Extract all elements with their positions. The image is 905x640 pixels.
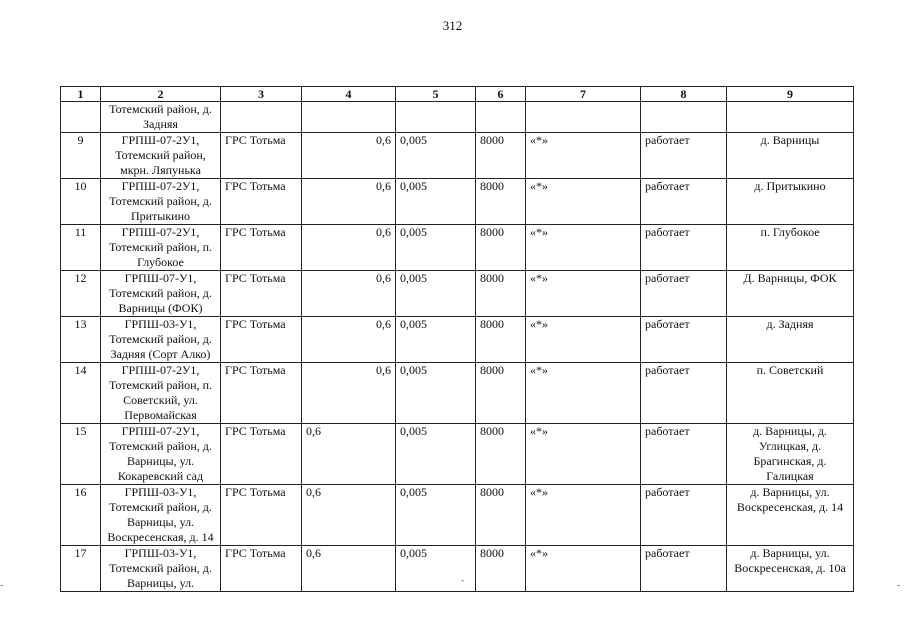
mark-cell: «*»	[526, 424, 641, 485]
mark-cell: «*»	[526, 133, 641, 179]
source-cell: ГРС Тотьма	[221, 133, 302, 179]
column-header: 5	[396, 87, 476, 102]
table-row	[61, 225, 854, 271]
pressure-cell: 0,6	[302, 225, 396, 271]
capacity-cell: 8000	[476, 546, 526, 592]
source-cell: ГРС Тотьма	[221, 424, 302, 485]
status-cell: работает	[641, 485, 727, 546]
pressure-cell: 0,6	[302, 317, 396, 363]
column-header: 4	[302, 87, 396, 102]
column-header: 7	[526, 87, 641, 102]
consumers-cell: д. Варницы, ул. Воскресенская, д. 10а	[727, 546, 854, 592]
source-cell: ГРС Тотьма	[221, 317, 302, 363]
mark-cell	[526, 102, 641, 133]
table-row	[61, 546, 854, 592]
column-header: 6	[476, 87, 526, 102]
table-row	[61, 424, 854, 485]
row-number: 16	[61, 485, 101, 546]
capacity-cell: 8000	[476, 133, 526, 179]
coef-cell: 0,005	[396, 179, 476, 225]
object-cell: ГРПШ-07-2У1, Тотемский район, п. Глубокое	[101, 225, 221, 271]
table-row	[61, 317, 854, 363]
status-cell	[641, 102, 727, 133]
mark-cell: «*»	[526, 363, 641, 424]
table-row	[61, 179, 854, 225]
source-cell: ГРС Тотьма	[221, 271, 302, 317]
object-cell: ГРПШ-07-У1, Тотемский район, д. Варницы (ФОК)	[101, 271, 221, 317]
row-number: 14	[61, 363, 101, 424]
coef-cell: 0,005	[396, 363, 476, 424]
capacity-cell: 8000	[476, 363, 526, 424]
row-number: 10	[61, 179, 101, 225]
status-cell: работает	[641, 133, 727, 179]
status-cell: работает	[641, 546, 727, 592]
coef-cell: 0,005	[396, 546, 476, 592]
table-row	[61, 133, 854, 179]
object-cell: ГРПШ-07-2У1, Тотемский район, д. Варницы, ул. Кокаревский сад	[101, 424, 221, 485]
table-row	[61, 102, 854, 133]
capacity-cell: 8000	[476, 485, 526, 546]
pressure-cell: 0,6	[302, 363, 396, 424]
consumers-cell: Д. Варницы, ФОК	[727, 271, 854, 317]
row-number: 12	[61, 271, 101, 317]
coef-cell: 0,005	[396, 424, 476, 485]
consumers-cell: д. Варницы, д. Углицкая, д. Брагинская, д. Галицкая	[727, 424, 854, 485]
scan-edge-mark: -	[0, 580, 4, 591]
consumers-cell	[727, 102, 854, 133]
column-header: 2	[101, 87, 221, 102]
status-cell: работает	[641, 317, 727, 363]
coef-cell: 0,005	[396, 133, 476, 179]
column-header: 8	[641, 87, 727, 102]
object-cell: ГРПШ-03-У1, Тотемский район, д. Варницы, ул. Воскресенская, д. 14	[101, 485, 221, 546]
object-cell: ГРПШ-07-2У1, Тотемский район, д. Притыкино	[101, 179, 221, 225]
object-cell: ГРПШ-07-2У1, Тотемский район, п. Советский, ул. Первомайская	[101, 363, 221, 424]
consumers-cell: п. Глубокое	[727, 225, 854, 271]
consumers-cell: д. Варницы	[727, 133, 854, 179]
column-header: 1	[61, 87, 101, 102]
pressure-cell: 0,6	[302, 546, 396, 592]
pressure-cell: 0,6	[302, 424, 396, 485]
source-cell	[221, 102, 302, 133]
row-number: 9	[61, 133, 101, 179]
mark-cell: «*»	[526, 485, 641, 546]
mark-cell: «*»	[526, 271, 641, 317]
coef-cell: 0,005	[396, 317, 476, 363]
row-number: 15	[61, 424, 101, 485]
table-row	[61, 363, 854, 424]
scan-speck: ˎ	[461, 571, 465, 582]
mark-cell: «*»	[526, 225, 641, 271]
mark-cell: «*»	[526, 317, 641, 363]
pressure-cell: 0,6	[302, 179, 396, 225]
status-cell: работает	[641, 271, 727, 317]
consumers-cell: п. Советский	[727, 363, 854, 424]
consumers-cell: д. Задняя	[727, 317, 854, 363]
coef-cell: 0,005	[396, 271, 476, 317]
column-header: 3	[221, 87, 302, 102]
consumers-cell: д. Варницы, ул. Воскресенская, д. 14	[727, 485, 854, 546]
status-cell: работает	[641, 363, 727, 424]
capacity-cell: 8000	[476, 179, 526, 225]
row-number: 17	[61, 546, 101, 592]
row-number	[61, 102, 101, 133]
source-cell: ГРС Тотьма	[221, 225, 302, 271]
capacity-cell: 8000	[476, 225, 526, 271]
mark-cell: «*»	[526, 179, 641, 225]
table-row	[61, 485, 854, 546]
object-cell: ГРПШ-03-У1, Тотемский район, д. Варницы, ул.	[101, 546, 221, 592]
pressure-cell: 0,6	[302, 271, 396, 317]
row-number: 11	[61, 225, 101, 271]
object-cell: Тотемский район, д. Задняя	[101, 102, 221, 133]
source-cell: ГРС Тотьма	[221, 179, 302, 225]
header-row	[61, 87, 854, 102]
capacity-cell	[476, 102, 526, 133]
table-row	[61, 271, 854, 317]
source-cell: ГРС Тотьма	[221, 363, 302, 424]
object-cell: ГРПШ-07-2У1, Тотемский район, мкрн. Ляпунька	[101, 133, 221, 179]
coef-cell: 0,005	[396, 485, 476, 546]
column-header: 9	[727, 87, 854, 102]
capacity-cell: 8000	[476, 424, 526, 485]
source-cell: ГРС Тотьма	[221, 485, 302, 546]
pressure-cell: 0,6	[302, 133, 396, 179]
page-number: 312	[442, 18, 463, 33]
coef-cell: 0,005	[396, 225, 476, 271]
pressure-cell: 0,6	[302, 485, 396, 546]
capacity-cell: 8000	[476, 271, 526, 317]
scan-edge-mark: -	[897, 580, 901, 591]
consumers-cell: д. Притыкино	[727, 179, 854, 225]
status-cell: работает	[641, 424, 727, 485]
object-cell: ГРПШ-03-У1, Тотемский район, д. Задняя (Сорт Алко)	[101, 317, 221, 363]
status-cell: работает	[641, 225, 727, 271]
pressure-cell	[302, 102, 396, 133]
capacity-cell: 8000	[476, 317, 526, 363]
coef-cell	[396, 102, 476, 133]
row-number: 13	[61, 317, 101, 363]
gas-distribution-table	[60, 86, 854, 592]
mark-cell: «*»	[526, 546, 641, 592]
source-cell: ГРС Тотьма	[221, 546, 302, 592]
status-cell: работает	[641, 179, 727, 225]
